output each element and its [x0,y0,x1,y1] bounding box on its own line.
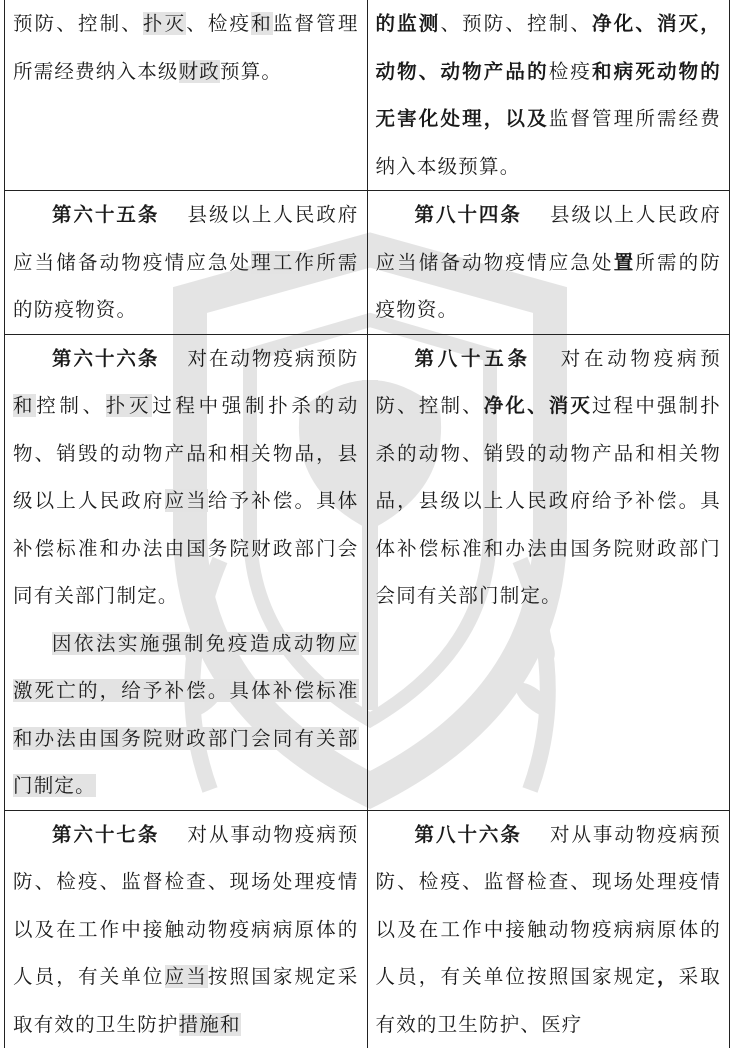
body-text: 监督管理所需经费纳入本级预算。 [376,107,721,178]
revised-text: 置 [614,251,636,274]
law-comparison-table [4,0,730,1048]
revised-text: 的监测 [376,12,441,35]
old-law-cell [5,334,368,810]
highlighted-text: 理工作 [251,251,316,274]
body-text: 县级以上人民政府应当储备动物疫情应急处 [376,203,722,274]
table-row [5,0,730,191]
highlighted-text: 应当 [165,965,208,988]
new-law-cell [367,0,730,191]
body-text: 县级以上人民政府应当储备动物疫情应急处 [13,203,359,274]
new-law-cell [367,191,730,335]
old-law-cell [5,810,368,1048]
body-text: 采取有效的卫生防护、医疗 [376,965,722,1036]
body-text: 对从事动物疫病预防、检疫、监督检查、现场处理疫情以及在工作中接触动物疫病病原体的人员，有关单位按照国家规定 [376,823,722,989]
highlighted-text: 措施和 [179,1013,241,1036]
body-text: 控制、 [36,394,106,417]
highlighted-text: 应当 [165,489,208,512]
article-paragraph [13,620,359,810]
article-paragraph [376,191,722,334]
new-law-cell [367,334,730,810]
highlighted-text: 和 [251,12,273,35]
article-number: 第八十四条 [415,203,522,226]
revised-text: ， [657,965,679,988]
article-number: 第八十五条 [415,347,531,370]
body-text: 所需的防疫物资。 [376,251,722,322]
body-text: 过程中强制扑杀的动物、销毁的动物产品和相关物品，县级以上人民政府给予补偿。具体补偿标准和办法由国务院财政部门会同有关部门制定。 [376,394,722,607]
article-number: 第八十六条 [415,823,522,846]
body-text: 检疫 [549,60,592,83]
body-text: 对在动物疫病预防 [187,347,359,370]
body-text: 、检疫 [186,12,251,35]
highlighted-text: 因依法实施强制免疫造成动物应激死亡的，给予补偿。具体补偿标准和办法由国务院财政部门会同有关部门制定。 [13,632,359,798]
article-number: 第六十六条 [52,347,159,370]
old-law-cell [5,0,368,191]
body-text: 所需的防疫物资。 [13,251,359,322]
table-row [5,191,730,335]
article-paragraph [376,335,722,620]
new-law-cell [367,810,730,1048]
body-text: 按照国家规定采取有效的卫生防护 [13,965,359,1036]
body-text: 监督管理所需经费纳入本级 [13,12,359,83]
article-paragraph [13,811,359,1048]
article-paragraph [13,335,359,620]
article-number: 第六十五条 [52,203,159,226]
highlighted-text: 财政 [179,60,220,83]
body-text: 对从事动物疫病预防、检疫、监督检查、现场处理疫情以及在工作中接触动物疫病病原体的人员，有关单位 [13,823,359,989]
highlighted-text: 扑灭 [106,394,152,417]
revised-text: 和病死动物的无害化处理，以及 [376,60,722,131]
body-text: 对在动物疫病预防、控制、 [376,347,721,418]
article-paragraph [376,0,722,190]
article-paragraph [13,191,359,334]
highlighted-text: 扑灭 [143,12,186,35]
body-text: 过程中强制扑杀的动物、销毁的动物产品和相关物品，县级以上人民政府 [13,394,359,512]
table-row [5,810,730,1048]
revised-text: 净化、消灭 [484,394,592,417]
highlighted-text: 和 [13,394,36,417]
article-paragraph [376,811,722,1048]
old-law-cell [5,191,368,335]
article-number: 第六十七条 [52,823,159,846]
body-text: 、预防、控制、 [440,12,592,35]
article-paragraph [13,0,359,95]
table-row [5,334,730,810]
body-text: 预算。 [220,60,282,83]
revised-text: 净化、消灭，动物、动物产品的 [376,12,722,83]
body-text: 给予补偿。具体补偿标准和办法由国务院财政部门会同有关部门制定。 [13,489,359,607]
body-text: 预防、控制、 [13,12,143,35]
